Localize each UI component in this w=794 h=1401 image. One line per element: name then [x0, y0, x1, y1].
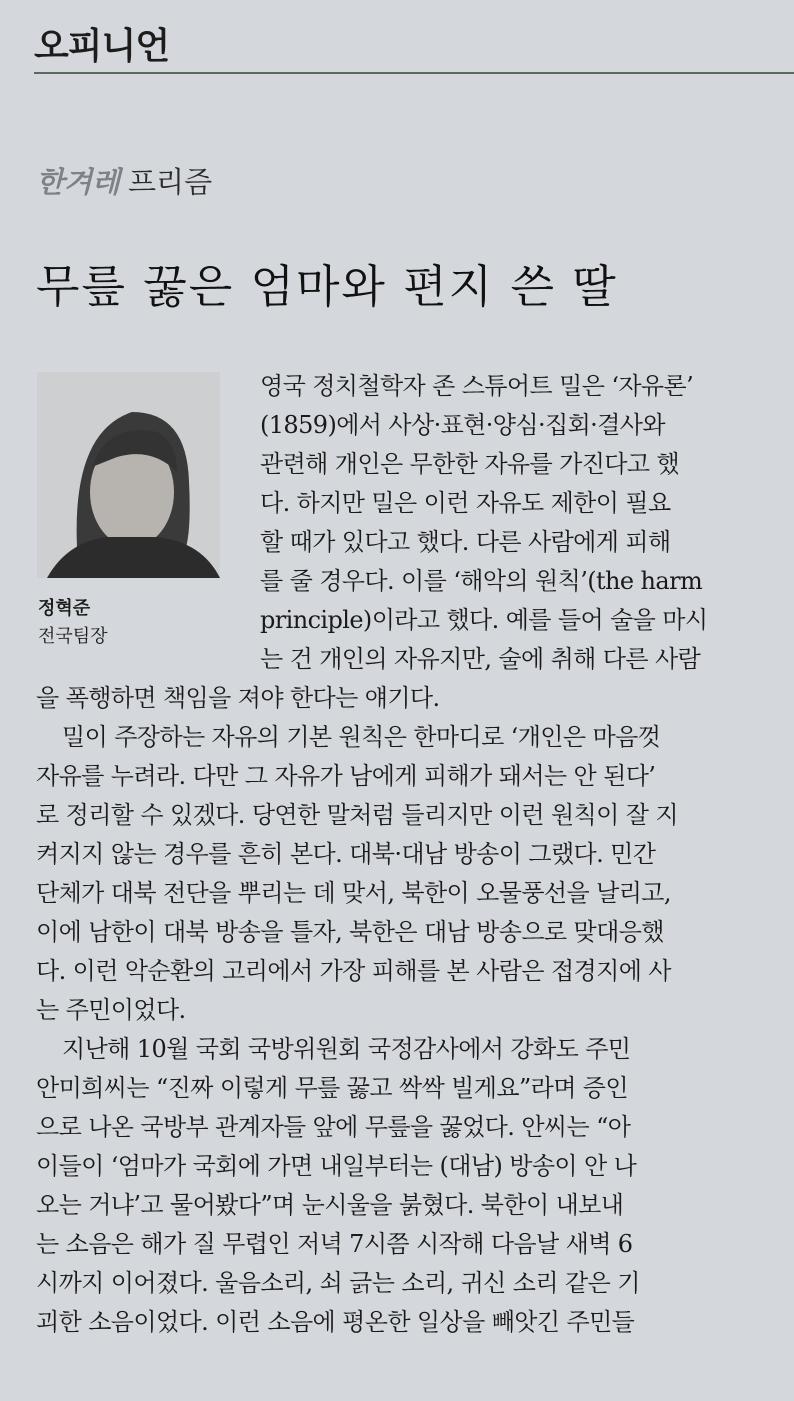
body-line: 지난해 10월 국회 국방위원회 국정감사에서 강화도 주민: [62, 1035, 631, 1063]
section-title: 오피니언: [34, 26, 170, 67]
body-line: 단체가 대북 전단을 뿌리는 데 맞서, 북한이 오물풍선을 날리고,: [36, 879, 671, 907]
body-line: 으로 나온 국방부 관계자들 앞에 무릎을 꿇었다. 안씨는 “아: [36, 1113, 631, 1141]
author-name: 정혁준: [38, 598, 91, 619]
body-line: 를 줄 경우다. 이를 ‘해악의 원칙’(the harm: [260, 567, 703, 595]
body-line: 안미희씨는 “진짜 이렇게 무릎 꿇고 싹싹 빌게요”라며 증인: [36, 1074, 628, 1102]
body-line: 할 때가 있다고 했다. 다른 사람에게 피해: [260, 528, 671, 556]
body-line: 는 주민이었다.: [36, 996, 186, 1024]
body-line: 이들이 ‘엄마가 국회에 가면 내일부터는 (대남) 방송이 안 나: [36, 1152, 637, 1180]
column-kicker: [36, 160, 212, 201]
author-portrait: [37, 372, 220, 578]
body-line: principle)이라고 했다. 예를 들어 술을 마시: [260, 606, 708, 634]
body-line: 괴한 소음이었다. 이런 소음에 평온한 일상을 빼앗긴 주민들: [36, 1308, 635, 1336]
body-line: 로 정리할 수 있겠다. 당연한 말처럼 들리지만 이런 원칙이 잘 지: [36, 801, 678, 829]
body-line: 오는 거냐’고 물어봤다”며 눈시울을 붉혔다. 북한이 내보내: [36, 1191, 624, 1219]
body-line: 이에 남한이 대북 방송을 틀자, 북한은 대남 방송으로 맞대응했: [36, 918, 664, 946]
kicker-brand: 한겨레: [36, 165, 121, 199]
body-line: 다. 하지만 밀은 이런 자유도 제한이 필요: [260, 489, 671, 517]
body-line: 영국 정치철학자 존 스튜어트 밀은 ‘자유론’: [260, 372, 694, 400]
body-line: 다. 이런 악순환의 고리에서 가장 피해를 본 사람은 접경지에 사: [36, 957, 671, 985]
author-title: 전국팀장: [38, 626, 108, 647]
body-line: 는 소음은 해가 질 무렵인 저녁 7시쯤 시작해 다음날 새벽 6: [36, 1230, 633, 1258]
body-line: (1859)에서 사상·표현·양심·집회·결사와: [260, 411, 665, 439]
body-line: 켜지지 않는 경우를 흔히 본다. 대북·대남 방송이 그랬다. 민간: [36, 840, 656, 868]
body-line: 관련해 개인은 무한한 자유를 가진다고 했: [260, 450, 680, 478]
body-line: 밀이 주장하는 자유의 기본 원칙은 한마디로 ‘개인은 마음껏: [62, 723, 661, 751]
body-line: 시까지 이어졌다. 울음소리, 쇠 긁는 소리, 귀신 소리 같은 기: [36, 1269, 640, 1297]
body-line: 을 폭행하면 책임을 져야 한다는 얘기다.: [36, 684, 440, 712]
body-line: 자유를 누려라. 다만 그 자유가 남에게 피해가 돼서는 안 된다’: [36, 762, 656, 790]
author-photo: [37, 372, 220, 578]
kicker-column: 프리즘: [128, 165, 213, 199]
section-rule: [34, 72, 794, 74]
headline: 무릎 꿇은 엄마와 편지 쓴 딸: [36, 260, 618, 313]
body-line: 는 건 개인의 자유지만, 술에 취해 다른 사람: [260, 645, 701, 673]
